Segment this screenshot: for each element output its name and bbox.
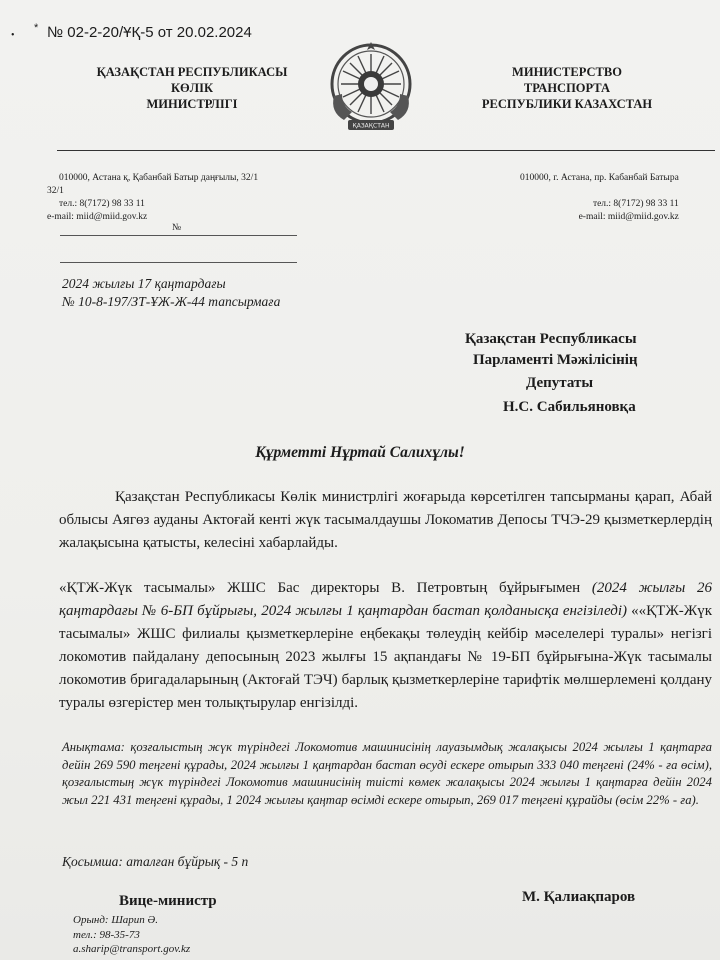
ministry-header-ru-line: ТРАНСПОРТА: [523, 81, 611, 95]
address-kz-line: 32/1: [47, 186, 64, 196]
number-sign: №: [172, 223, 182, 233]
ministry-header-kz-line: ҚАЗАҚСТАН РЕСПУБЛИКАСЫ: [96, 65, 288, 79]
address-kz-phone: тел.: 8(7172) 98 33 11: [59, 199, 145, 209]
star-mark: *: [34, 22, 39, 34]
ministry-header-kz-line: МИНИСТРЛІГІ: [146, 97, 238, 111]
reference-block: [62, 275, 280, 311]
signatory-name: М. Қалиақпаров: [522, 889, 636, 905]
margin-dot: •: [11, 30, 15, 41]
paragraph-italic-text: (2024 жылғы 26 қаңтардағы № 6-БП бұйрығы, 2024 жылғы 1 қаңтардан бастап қолданысқа енгізіледі): [59, 580, 712, 619]
addressee-name: Н.С. Сабильяновқа: [503, 399, 636, 415]
state-emblem-icon: [328, 40, 414, 138]
body-paragraph: Қазақстан Республикасы Көлік министрлігі жоғарыда көрсетілген тапсырманы қарап, Абай облысы Аягөз ауданы Актоғай кенті жүк тасымалдаушы Локоматив Депосы ТЧЭ-29 қызметкерлердің жалақысына қатысты, келесіні хабарлайды.: [59, 489, 712, 551]
salutation: Құрметті Нұртай Салихұлы!: [255, 444, 465, 461]
body-paragraph: [59, 577, 712, 715]
ministry-header-ru: [462, 64, 672, 112]
ministry-header-ru-line: МИНИСТЕРСТВО: [512, 65, 622, 79]
address-ru-email: e-mail: miid@miid.gov.kz: [578, 212, 679, 222]
address-ru: [520, 172, 679, 224]
reference-line: 2024 жылғы 17 қаңтардағы: [62, 276, 226, 291]
addressee-line: Парламенті Мәжілісінің: [473, 352, 638, 368]
performer-contact: [73, 913, 190, 957]
address-kz: [47, 172, 258, 224]
registration-number: № 02-2-20/ҰҚ-5 от 20.02.2024: [47, 24, 252, 41]
date-line: [60, 262, 297, 263]
address-ru-line: 010000, г. Астана, пр. Кабанбай Батыра: [520, 173, 679, 183]
outgoing-number-line: [60, 223, 297, 236]
address-kz-line: 010000, Астана қ, Қабанбай Батыр даңғылы, 32/1: [59, 173, 259, 183]
ministry-header-ru-line: РЕСПУБЛИКИ КАЗАХСТАН: [481, 97, 653, 111]
paragraph-text: «ҚТЖ-Жүк тасымалы» ЖШС Бас директоры В. Петровтың бұйрығымен: [59, 580, 581, 596]
address-kz-email: e-mail: miid@miid.gov.kz: [47, 212, 148, 222]
addressee-line: Қазақстан Республикасы: [465, 331, 637, 347]
paragraph-text: ««ҚТЖ-Жүк тасымалы» ЖШС филиалы қызметкерлеріне еңбекақы төлеудің кейбір мәселелері туралы» негізгі локомотив пайдалану депосының 2023 жылғы 15 ақпандағы № 19-БП бұйрығына-Жүк тасымалы локомотив бригадаларының (Актоғай ТЭЧ) барлық қызметкерлеріне тарифтік мөлшерлемені қолдану туралы өзгерістер мен толықтырулар енгізілді.: [59, 603, 713, 711]
performer-name: Орынд: Шарип Ә.: [73, 914, 158, 926]
signatory-title: Вице-министр: [119, 893, 217, 909]
attachment-note: Қосымша: аталған бұйрық - 5 п: [62, 854, 249, 869]
emblem-banner-text: ҚАЗАҚСТАН: [352, 122, 390, 130]
performer-phone: тел.: 98-35-73: [73, 928, 140, 941]
reference-note: Анықтама: қозғалыстың жүк түріндегі Локомотив машинисінің лауазымдық жалақысы 2024 жылғы 1 қаңтарға дейін 269 590 теңгені құрады, 2024 жылғы 1 қаңтардан бастап өсуді ескере отырып 333 040 теңгені (24% - ға өсім), қозғалыстың жүк түріндегі Локомотив машинисінің тиісті көмек жалақысы 2024 жылғы 1 қаңтарға дейін 2024 жыл 221 431 теңгені құрады, 1 2024 жылғы қаңтар өсімді ескере отырып, 269 017 теңгені құрайды (өсім 22% - ға).: [62, 740, 712, 808]
header-divider: [57, 150, 715, 151]
reference-line: № 10-8-197/ЗТ-ҰЖ-Ж-44 тапсырмаға: [62, 294, 281, 309]
performer-email: a.sharip@transport.gov.kz: [73, 943, 191, 955]
ministry-header-kz: [72, 64, 312, 112]
address-ru-phone: тел.: 8(7172) 98 33 11: [592, 199, 679, 209]
ministry-header-kz-line: КӨЛІК: [170, 81, 214, 95]
addressee-line: Депутаты: [526, 375, 594, 391]
